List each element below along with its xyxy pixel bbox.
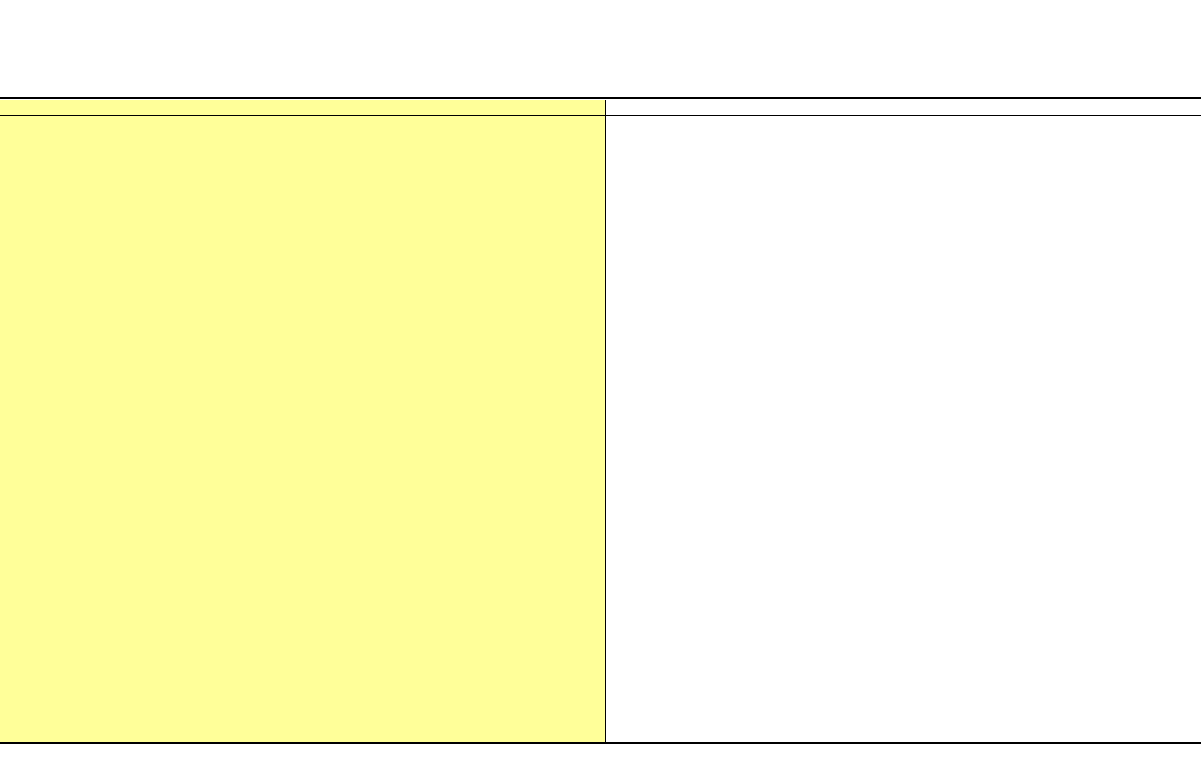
table-bottom-rule xyxy=(0,742,1201,744)
table-top-rule xyxy=(0,97,1201,99)
label-column-background xyxy=(0,100,606,742)
price-index-table xyxy=(0,97,1201,745)
header-bottom-rule xyxy=(0,115,1201,116)
